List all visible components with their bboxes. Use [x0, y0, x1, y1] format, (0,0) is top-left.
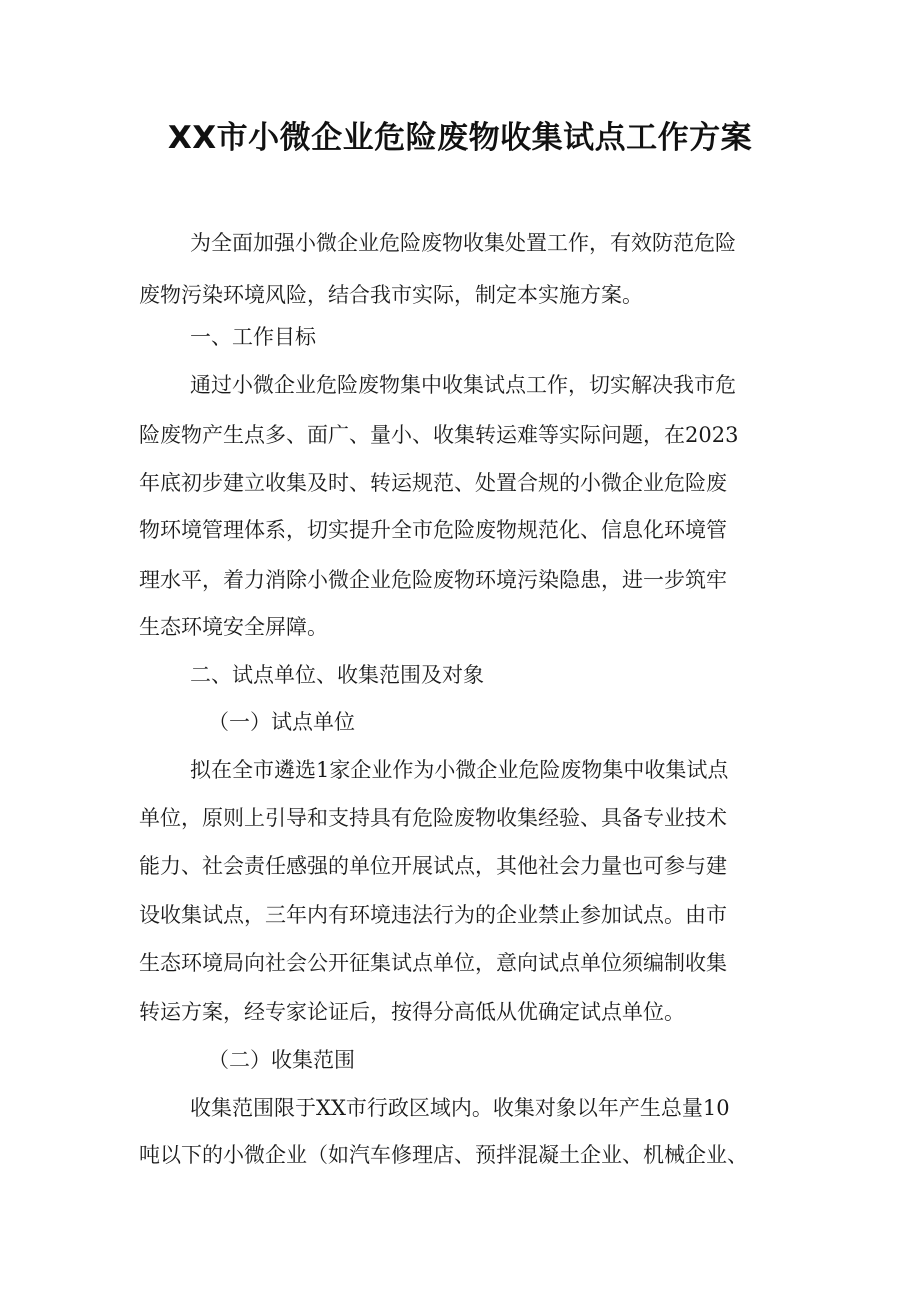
- paragraph-line: 能力、社会责任感强的单位开展试点，其他社会力量也可参与建: [139, 854, 727, 878]
- paragraph-line: 生态环境局向社会公开征集试点单位，意向试点单位须编制收集: [139, 951, 727, 975]
- paragraph-line: 险废物产生点多、面广、量小、收集转运难等实际问题，在2023: [139, 423, 739, 447]
- paragraph-line: 收集范围限于XX市行政区域内。收集对象以年产生总量10: [190, 1096, 730, 1120]
- paragraph-line: 为全面加强小微企业危险废物收集处置工作，有效防范危险: [190, 231, 736, 255]
- paragraph-line: 物环境管理体系，切实提升全市危险废物规范化、信息化环境管: [139, 518, 727, 542]
- paragraph-line: 拟在全市遴选1家企业作为小微企业危险废物集中收集试点: [190, 758, 729, 782]
- paragraph-line: 单位，原则上引导和支持具有危险废物收集经验、具备专业技术: [139, 806, 727, 830]
- paragraph-line: 通过小微企业危险废物集中收集试点工作，切实解决我市危: [190, 373, 736, 397]
- section-heading: 一、工作目标: [190, 325, 316, 349]
- paragraph-line: 理水平，着力消除小微企业危险废物环境污染隐患，进一步筑牢: [139, 568, 727, 592]
- paragraph-line: 生态环境安全屏障。: [139, 615, 328, 639]
- section-heading: 二、试点单位、收集范围及对象: [190, 663, 484, 687]
- document-title: XX市小微企业危险废物收集试点工作方案: [167, 120, 753, 156]
- subsection-heading: （二）收集范围: [208, 1048, 355, 1072]
- paragraph-line: 废物污染环境风险，结合我市实际，制定本实施方案。: [139, 283, 643, 307]
- paragraph-line: 年底初步建立收集及时、转运规范、处置合规的小微企业危险废: [139, 471, 727, 495]
- subsection-heading: （一）试点单位: [208, 710, 355, 734]
- paragraph-line: 吨以下的小微企业（如汽车修理店、预拌混凝土企业、机械企业、: [139, 1143, 748, 1167]
- paragraph-line: 转运方案，经专家论证后，按得分高低从优确定试点单位。: [139, 1000, 685, 1024]
- paragraph-line: 设收集试点，三年内有环境违法行为的企业禁止参加试点。由市: [139, 903, 727, 927]
